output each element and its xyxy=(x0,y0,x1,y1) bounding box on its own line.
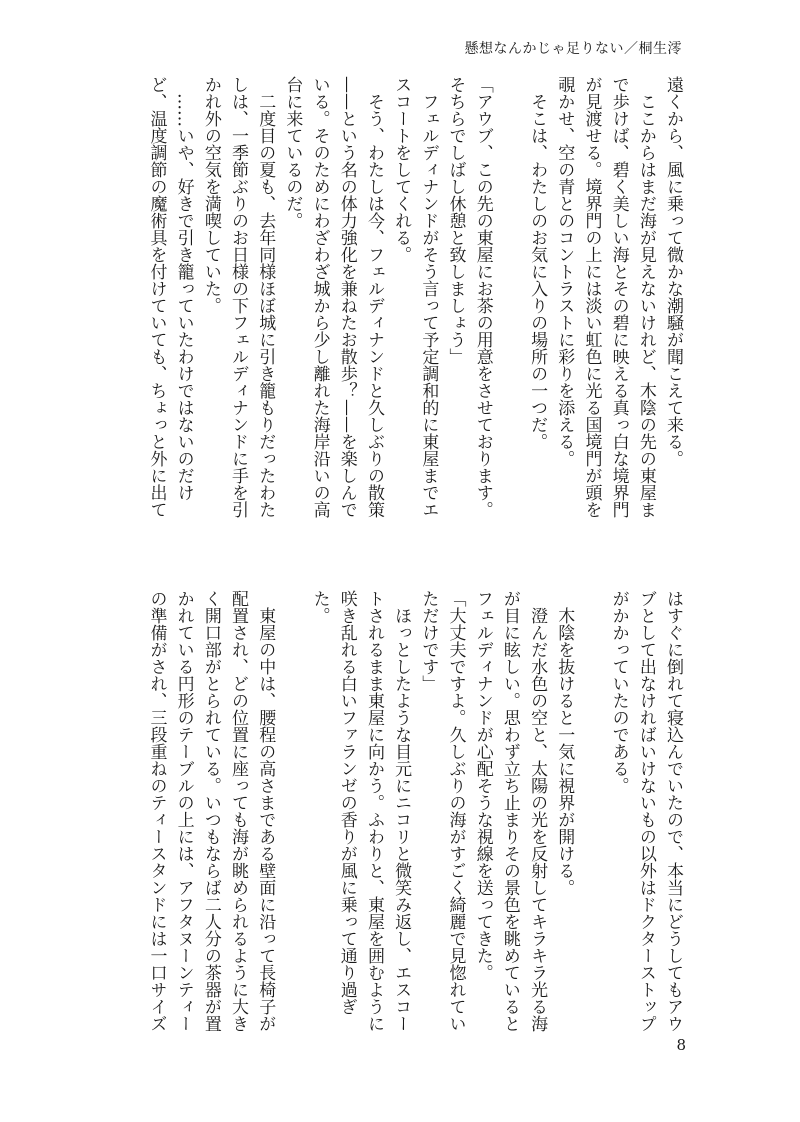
running-header: 懸想なんかじゃ足りない／桐生澪 xyxy=(464,41,682,57)
text-column: ただけです」 xyxy=(418,590,439,692)
text-column: 東屋の中は、腰程の高さまである壁面に沿って長椅子が xyxy=(255,590,276,1032)
text-column: 台に来ているのだ。 xyxy=(282,76,303,229)
text-column: ——という名の体力強化を兼ねたお散歩？——を楽しんで xyxy=(336,76,357,518)
text-column: スコートをしてくれる。 xyxy=(391,76,412,263)
text-column: く開口部がとられている。いつもならば二人分の茶器が置 xyxy=(200,590,221,1032)
text-column: 木陰を抜けると一気に視界が開ける。 xyxy=(554,590,575,896)
text-column: が見渡せる。境界門の上には淡い虹色に光る国境門が頭を xyxy=(581,76,602,518)
text-column: 咲き乱れる白いファランゼの香りが風に乗って通り過ぎ xyxy=(336,590,357,1015)
text-column: 遠くから、風に乗って微かな潮騒が聞こえて来る。 xyxy=(663,76,683,467)
text-column: しは、一季節ぶりのお日様の下フェルディナンドに手を引 xyxy=(228,76,248,518)
text-column: ほっとしたような目元にニコリと微笑み返し、エスコー xyxy=(391,590,412,1032)
text-column: かれている円形のテーブルの上には、アフタヌーンティー xyxy=(173,590,194,1032)
text-column: ここからはまだ海が見えないけれど、木陰の先の東屋ま xyxy=(635,76,656,518)
text-column: ……いや、好きで引き籠っていたわけではないのだけ xyxy=(173,76,194,501)
text-column xyxy=(577,590,604,1038)
text-block-top xyxy=(142,76,686,524)
text-column: 「大丈夫ですよ。久しぶりの海がすごく綺麗で見惚れてい xyxy=(445,590,466,1032)
text-column: 覗かせ、空の青とのコントラストに彩りを添える。 xyxy=(554,76,575,467)
text-column: かれ外の空気を満喫していた。 xyxy=(200,76,221,314)
text-column: 配置され、どの位置に座っても海が眺められるように大き xyxy=(228,590,248,1032)
text-column: フェルディナンドが心配そうな視線を送ってきた。 xyxy=(472,590,493,981)
text-column: 二度目の夏も、去年同様ほぼ城に引き籠もりだったわた xyxy=(255,76,276,518)
text-column: 澄んだ水色の空と、太陽の光を反射してキラキラ光る海 xyxy=(527,590,548,1032)
text-block-bottom xyxy=(142,590,686,1038)
text-column: はすぐに倒れて寝込んでいたので、本当にどうしてもアウ xyxy=(663,590,683,1032)
text-column: ブとして出なければいけないもの以外はドクターストップ xyxy=(635,590,656,1032)
text-column: トされるまま東屋に向かう。ふわりと、東屋を囲むように xyxy=(363,590,384,1032)
text-column xyxy=(496,76,523,524)
text-column: そう、わたしは今、フェルディナンドと久しぶりの散策 xyxy=(363,76,384,518)
text-column: ど、温度調節の魔術具を付けていても、ちょっと外に出て xyxy=(146,76,167,518)
text-column: た。 xyxy=(309,590,330,624)
text-column: が目に眩しい。思わず立ち止まりその景色を眺めていると xyxy=(499,590,520,1032)
text-column: フェルディナンドがそう言って予定調和的に東屋までエ xyxy=(418,76,439,518)
text-column: そこは、わたしのお気に入りの場所の一つだ。 xyxy=(527,76,548,450)
text-column: で歩けば、碧く美しい海とその碧に映える真っ白な境界門 xyxy=(608,76,629,518)
text-column: 「アウブ、この先の東屋にお茶の用意をさせております。 xyxy=(472,76,493,518)
text-column: いる。そのためにわざわざ城から少し離れた海岸沿いの高 xyxy=(309,76,330,518)
text-column xyxy=(278,590,305,1038)
text-column: がかかっていたのである。 xyxy=(608,590,629,794)
page-number: 8 xyxy=(676,1036,686,1054)
text-column: そちらでしばし休憩と致しましょう」 xyxy=(445,76,466,365)
text-column: の準備がされ、三段重ねのティースタンドには一口サイズ xyxy=(146,590,167,1032)
